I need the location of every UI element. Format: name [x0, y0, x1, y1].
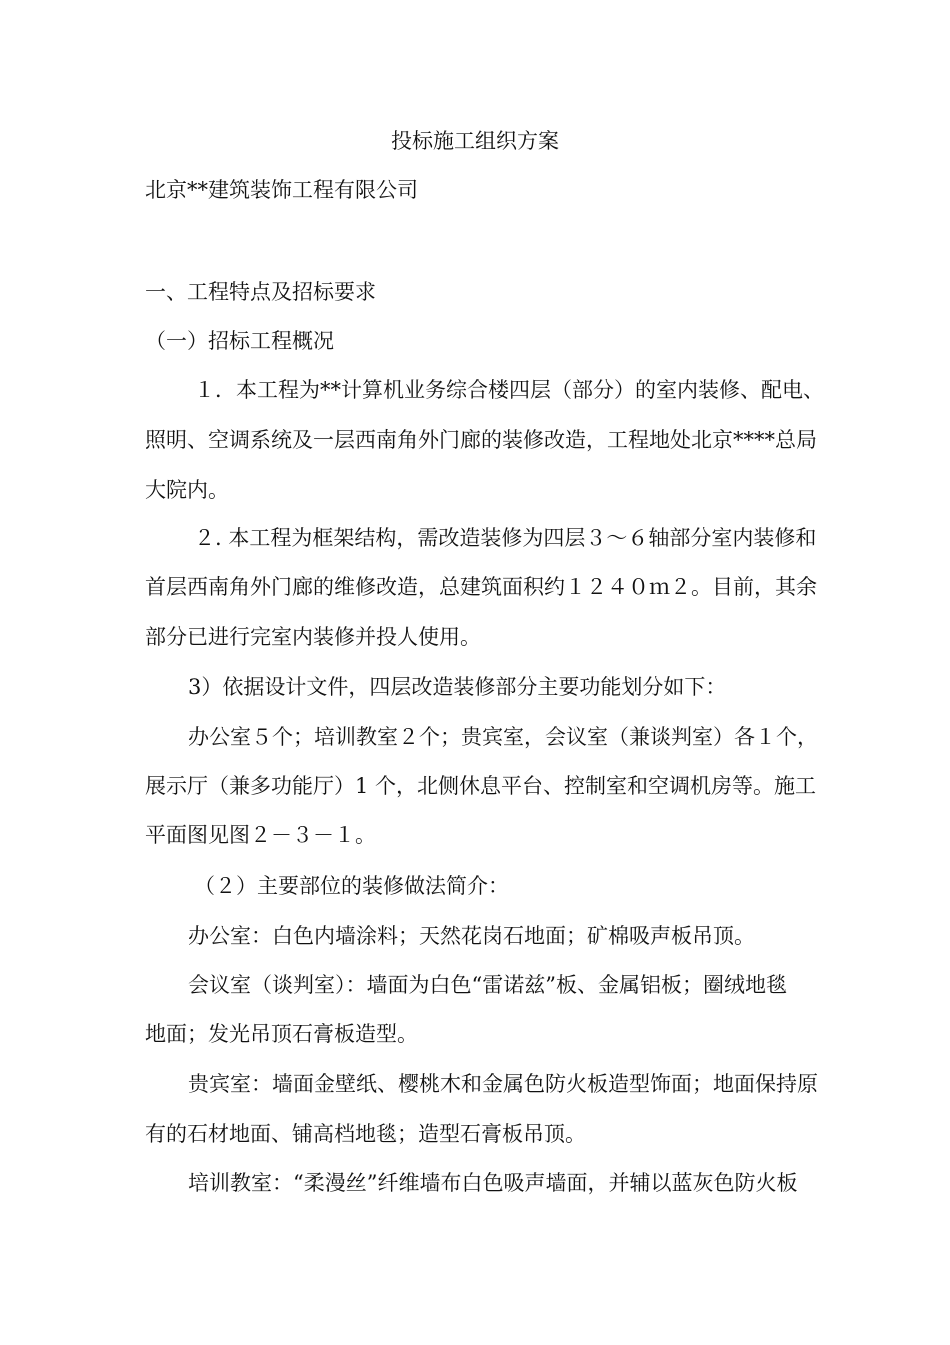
paragraph-line: 贵宾室：墙面金壁纸、樱桃木和金属色防火板造型饰面；地面保持原 [188, 1072, 818, 1096]
paragraph-line: 3）依据设计文件，四层改造装修部分主要功能划分如下： [188, 675, 727, 699]
company-name: 北京**建筑装饰工程有限公司 [145, 178, 418, 202]
paragraph-line: 首层西南角外门廊的维修改造，总建筑面积约１２４０ｍ２。目前，其余 [145, 575, 817, 599]
section-heading-1: 一、工程特点及招标要求 [145, 280, 376, 304]
paragraph-line: （２）主要部位的装修做法简介： [194, 874, 509, 898]
paragraph-line: １．本工程为**计算机业务综合楼四层（部分）的室内装修、配电、 [194, 378, 824, 402]
paragraph-line: 部分已进行完室内装修并投人使用。 [145, 625, 481, 649]
paragraph-line: 平面图见图２－３－１。 [145, 823, 376, 847]
document-title: 投标施工组织方案 [391, 129, 559, 153]
section-heading-2: （一）招标工程概况 [145, 329, 334, 353]
paragraph-line: 有的石材地面、铺高档地毯；造型石膏板吊顶。 [145, 1122, 586, 1146]
paragraph-line: ２. 本工程为框架结构，需改造装修为四层３～６轴部分室内装修和 [194, 526, 817, 550]
paragraph-line: 大院内。 [145, 478, 229, 502]
paragraph-line: 办公室５个；培训教室２个；贵宾室，会议室（兼谈判室）各１个， [188, 725, 818, 749]
paragraph-line: 会议室（谈判室）：墙面为白色“雷诺兹”板、金属铝板；圈绒地毯 [188, 973, 787, 997]
paragraph-line: 培训教室：“柔漫丝”纤维墙布白色吸声墙面，并辅以蓝灰色防火板 [188, 1171, 798, 1195]
paragraph-line: 展示厅（兼多功能厅）1 个，北侧休息平台、控制室和空调机房等。施工 [145, 774, 817, 798]
paragraph-line: 办公室：白色内墙涂料；天然花岗石地面；矿棉吸声板吊顶。 [188, 924, 755, 948]
paragraph-line: 地面；发光吊顶石膏板造型。 [145, 1022, 418, 1046]
paragraph-line: 照明、空调系统及一层西南角外门廊的装修改造，工程地处北京****总局 [145, 428, 817, 452]
